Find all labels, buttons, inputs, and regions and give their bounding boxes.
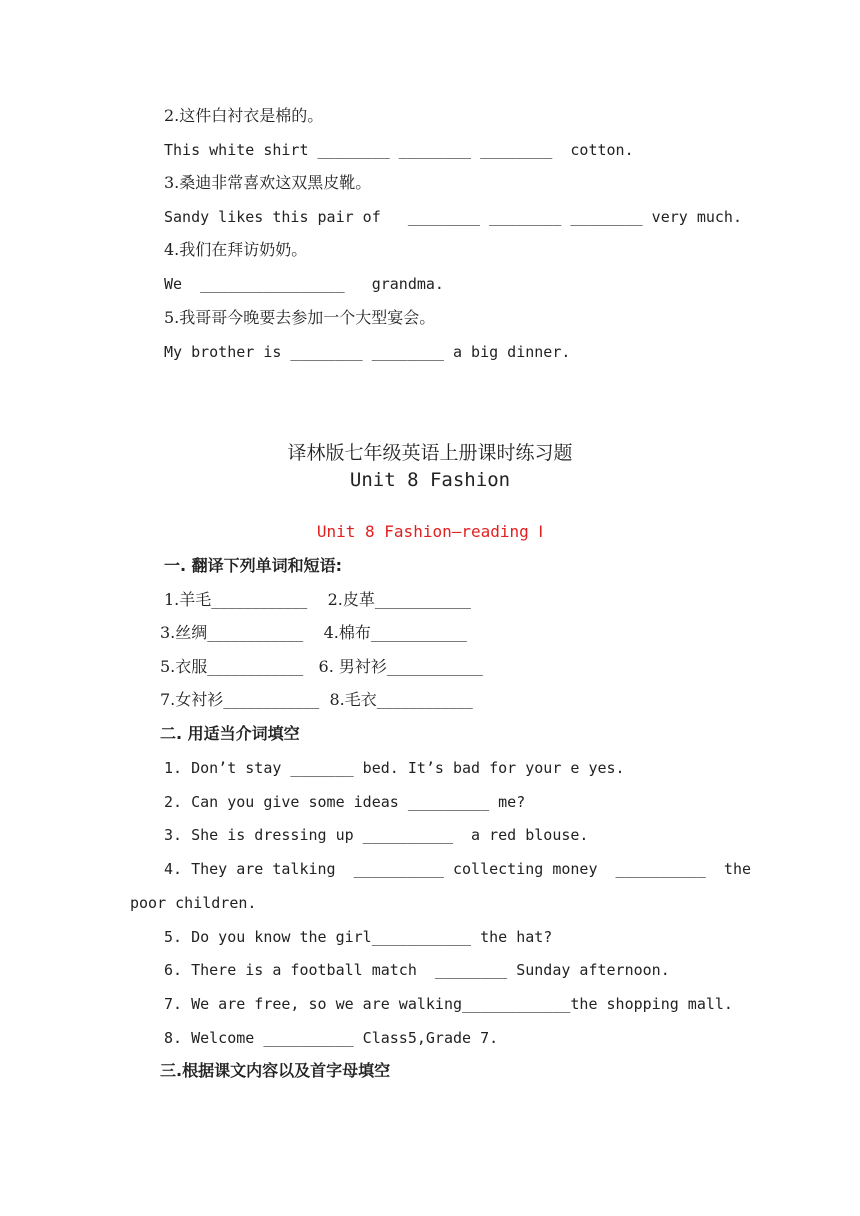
q3-english: Sandy likes this pair of ________ ________ ________ very much. [164, 208, 742, 226]
q2-english: This white shirt ________ ________ ________ cotton. [164, 141, 634, 159]
section2-q4-line2: poor children. [130, 894, 257, 912]
section2-heading: 二. 用适当介词填空 [160, 724, 300, 743]
section2-q4-line1: 4. They are talking __________ collecting money __________ the [164, 860, 751, 878]
section2-q1: 1. Don’t stay _______ bed. It’s bad for your e yes. [164, 759, 625, 777]
q5-chinese: 5.我哥哥今晚要去参加一个大型宴会。 [164, 308, 436, 327]
section1-heading: 一. 翻译下列单词和短语: [164, 556, 343, 575]
section1-row-4: 7.女衬衫____________ 8.毛衣____________ [160, 690, 473, 709]
q2-chinese: 2.这件白衬衣是棉的。 [164, 106, 324, 125]
q3-chinese: 3.桑迪非常喜欢这双黑皮靴。 [164, 173, 372, 192]
section2-q7: 7. We are free, so we are walking____________the shopping mall. [164, 995, 733, 1013]
lesson-title: Unit 8 Fashion—reading Ⅰ [316, 522, 544, 541]
section2-q6: 6. There is a football match ________ Sunday afternoon. [164, 961, 670, 979]
q5-english: My brother is ________ ________ a big dinner. [164, 343, 571, 361]
section3-heading: 三.根据课文内容以及首字母填空 [160, 1061, 391, 1080]
section2-q3: 3. She is dressing up __________ a red blouse. [164, 826, 589, 844]
section1-row-1: 1.羊毛____________ 2.皮革____________ [164, 590, 471, 609]
page-title: 译林版七年级英语上册课时练习题 [287, 442, 573, 464]
q4-chinese: 4.我们在拜访奶奶。 [164, 240, 308, 259]
section1-row-2: 3.丝绸____________ 4.棉布____________ [160, 623, 467, 642]
q4-english: We ________________ grandma. [164, 275, 444, 293]
section1-row-3: 5.衣服____________ 6. 男衬衫____________ [160, 657, 483, 676]
unit-subtitle: Unit 8 Fashion [349, 469, 511, 491]
section2-q2: 2. Can you give some ideas _________ me? [164, 793, 526, 811]
section2-q5: 5. Do you know the girl___________ the hat? [164, 928, 553, 946]
section2-q8: 8. Welcome __________ Class5,Grade 7. [164, 1029, 499, 1047]
